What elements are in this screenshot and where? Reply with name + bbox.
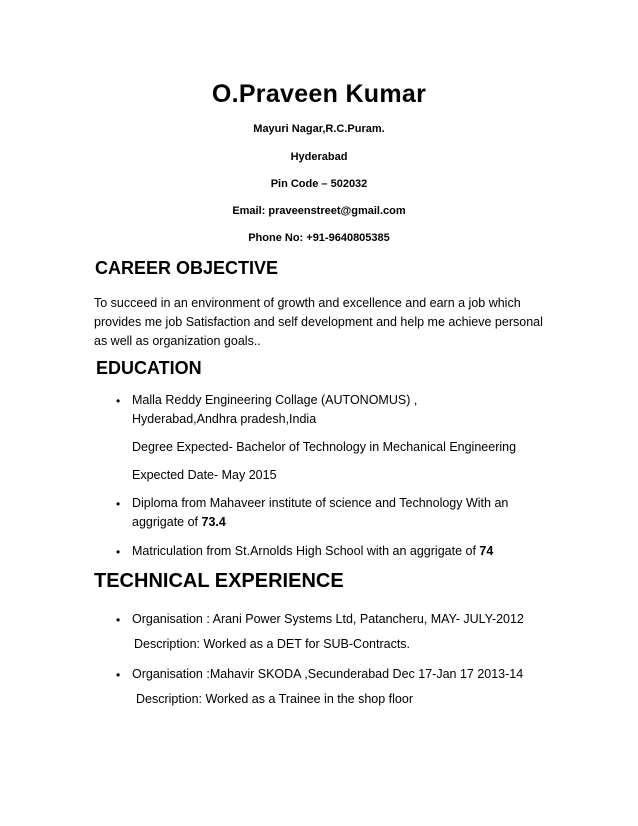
bullet-icon: • bbox=[116, 668, 121, 682]
diploma-text: Diploma from Mahaveer institute of science and Technology With an aggrigate of bbox=[132, 496, 509, 529]
education-expected-date: Expected Date- May 2015 bbox=[132, 468, 277, 482]
education-degree: Degree Expected- Bachelor of Technology in Mechanical Engineering bbox=[132, 440, 517, 454]
experience-org-1: Organisation : Arani Power Systems Ltd, Patancheru, MAY- JULY-2012 bbox=[132, 612, 524, 626]
bullet-icon: • bbox=[116, 394, 121, 408]
phone-line: Phone No: +91-9640805385 bbox=[248, 232, 390, 244]
career-objective-text: To succeed in an environment of growth and excellence and earn a job which provides me job Satisfaction and self development and help me achieve personal as well as organization goals.. bbox=[94, 296, 543, 348]
bullet-icon: • bbox=[116, 497, 121, 511]
education-item-college: Malla Reddy Engineering Collage (AUTONOMUS) , Hyderabad,Andhra pradesh,India bbox=[132, 393, 418, 426]
bullet-icon: • bbox=[116, 613, 121, 627]
candidate-name: O.Praveen Kumar bbox=[211, 80, 427, 108]
education-item-matriculation bbox=[132, 542, 552, 561]
email-line: Email: praveenstreet@gmail.com bbox=[232, 205, 406, 217]
matriculation-text: Matriculation from St.Arnolds High School with an aggrigate of bbox=[132, 544, 480, 558]
education-item-diploma bbox=[132, 494, 547, 532]
experience-desc-2: Description: Worked as a Trainee in the shop floor bbox=[136, 692, 413, 706]
technical-experience-heading: TECHNICAL EXPERIENCE bbox=[94, 570, 344, 592]
education-heading: EDUCATION bbox=[96, 358, 202, 378]
career-objective-heading: CAREER OBJECTIVE bbox=[95, 258, 279, 278]
pin-code-line: Pin Code – 502032 bbox=[270, 178, 368, 190]
experience-desc-1: Description: Worked as a DET for SUB-Contracts. bbox=[134, 637, 411, 651]
city-line: Hyderabad bbox=[290, 151, 348, 163]
experience-org-2: Organisation :Mahavir SKODA ,Secunderabad Dec 17-Jan 17 2013-14 bbox=[132, 667, 524, 681]
address-line: Mayuri Nagar,R.C.Puram. bbox=[253, 123, 385, 135]
bullet-icon: • bbox=[116, 545, 121, 559]
matriculation-aggregate: 74 bbox=[479, 544, 494, 558]
diploma-aggregate: 73.4 bbox=[201, 515, 226, 529]
